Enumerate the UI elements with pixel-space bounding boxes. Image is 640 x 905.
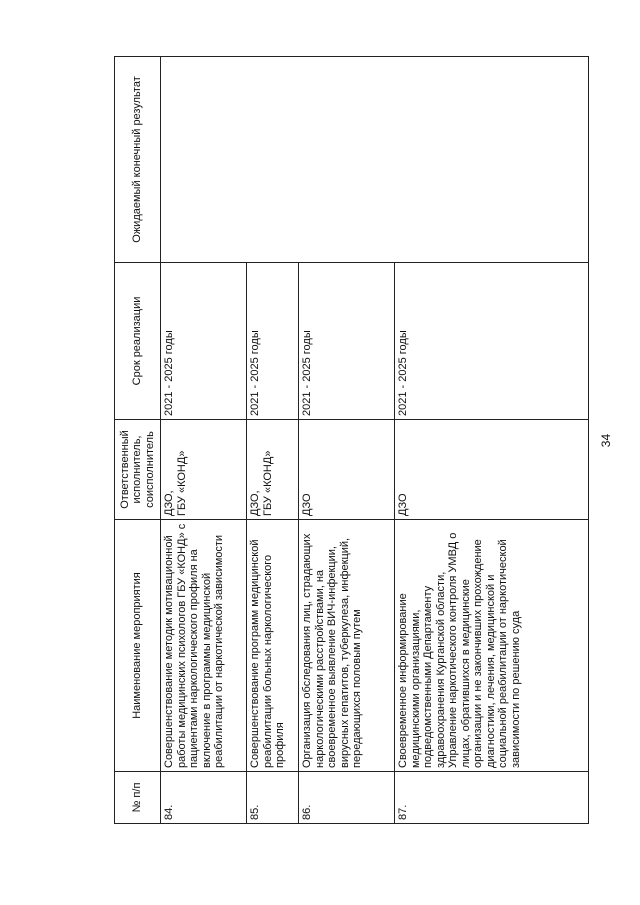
col-header-name: Наименование мероприятия [115,520,161,772]
row-name: Организация обследования лиц, страдающих наркологическими расстройствами, на своевременное выявление ВИЧ-инфекции, вирусных гепатитов, туберкулеза, инфекций, передающихся половым путем [299,520,395,772]
col-header-result: Ожидаемый конечный результат [115,57,161,263]
row-name: Совершенствование методик мотивационной работы медицинских психологов ГБУ «КОНД» с пациентами наркологического профиля на включение в программы медицинской реабилитации от наркотической зависимости [161,520,247,772]
row-executor: ДЗО, ГБУ «КОНД» [247,420,299,520]
row-executor: ДЗО [395,420,589,520]
row-result [161,57,589,263]
table-row [161,57,247,824]
row-number: 84. [161,772,247,824]
row-executor: ДЗО [299,420,395,520]
row-number: 85. [247,772,299,824]
row-number: 87. [395,772,589,824]
row-number: 86. [299,772,395,824]
row-name: Своевременное информирование медицинскими организациями, подведомственными Департаменту здравоохранения Курганской области, Управление наркотического контроля УМВД о лицах, обратившихся в медицинские организации и не закончивших прохождение диагностики, лечения, медицинской и социальной реабилитации от наркотической зависимости по решению суда [395,520,589,772]
plan-table [114,56,589,824]
col-header-executor: Ответственный исполнитель, соисполнитель [115,420,161,520]
rotated-page [114,57,613,824]
row-period: 2021 - 2025 годы [247,263,299,420]
col-header-period: Срок реализации [115,263,161,420]
row-period: 2021 - 2025 годы [161,263,247,420]
row-executor: ДЗО, ГБУ «КОНД» [161,420,247,520]
row-period: 2021 - 2025 годы [299,263,395,420]
row-period: 2021 - 2025 годы [395,263,589,420]
table-header-row [115,57,161,824]
row-name: Совершенствование программ медицинской реабилитации больных наркологического профиля [247,520,299,772]
col-header-number: № п/п [115,772,161,824]
page-number: 34 [599,433,613,448]
